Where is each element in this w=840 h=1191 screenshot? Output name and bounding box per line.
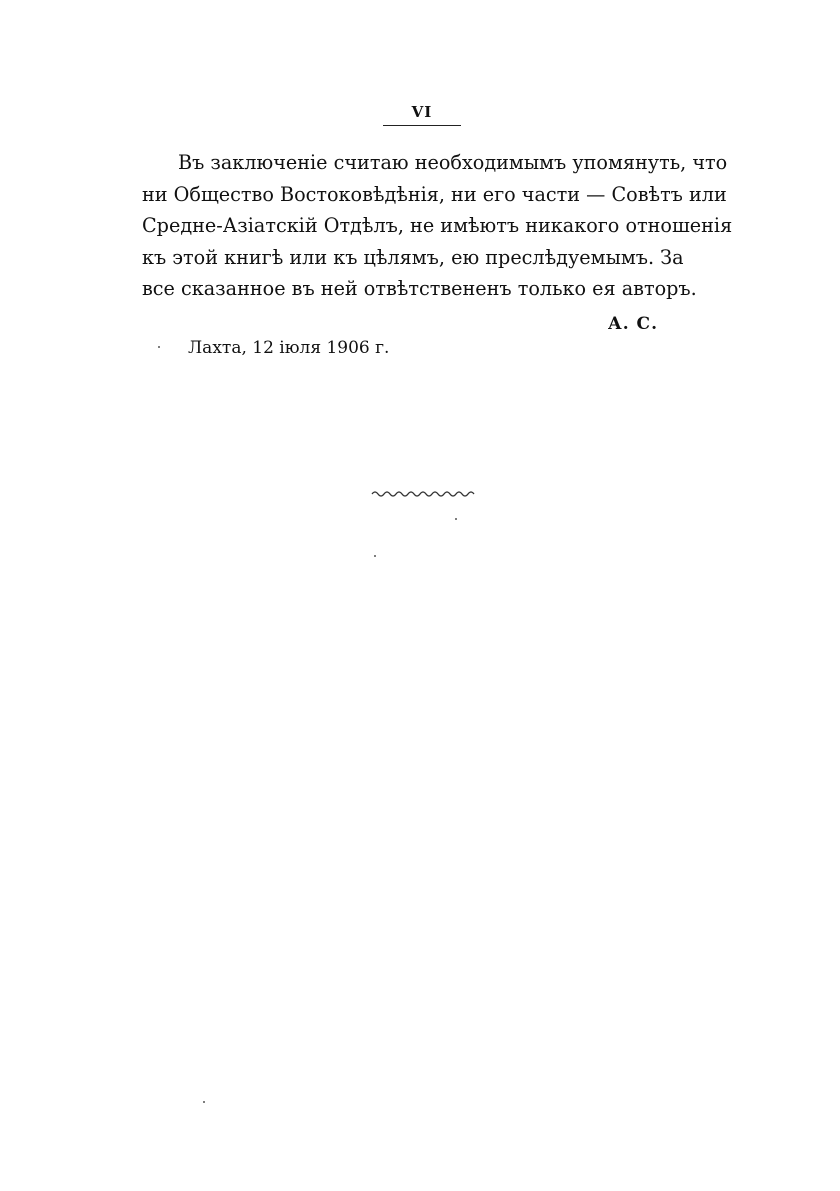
paragraph-line: къ этой книгѣ или къ цѣлямъ, ею преслѣдуемымъ. За xyxy=(142,245,684,269)
print-speck xyxy=(455,518,457,520)
paragraph-line: ни Общество Востоковѣдѣнія, ни его части — Совѣтъ или xyxy=(142,182,727,206)
author-signature: А. С. xyxy=(607,314,658,334)
paragraph-line: Средне-Азіатскій Отдѣлъ, не имѣютъ никакого отношенія xyxy=(142,214,733,237)
place-date-line: Лахта, 12 іюля 1906 г. xyxy=(188,338,390,358)
paragraph-line: Въ заключеніе считаю необходимымъ упомянуть, что xyxy=(178,151,728,174)
print-speck xyxy=(158,346,160,348)
page-number: VI xyxy=(411,103,433,121)
paragraph-line: все сказанное въ ней отвѣтствененъ только ея авторъ. xyxy=(142,277,697,300)
print-speck xyxy=(374,555,376,557)
wavy-ornament-divider xyxy=(370,488,478,500)
header-rule xyxy=(383,125,461,126)
print-speck xyxy=(203,1101,205,1103)
paragraph xyxy=(142,147,733,305)
